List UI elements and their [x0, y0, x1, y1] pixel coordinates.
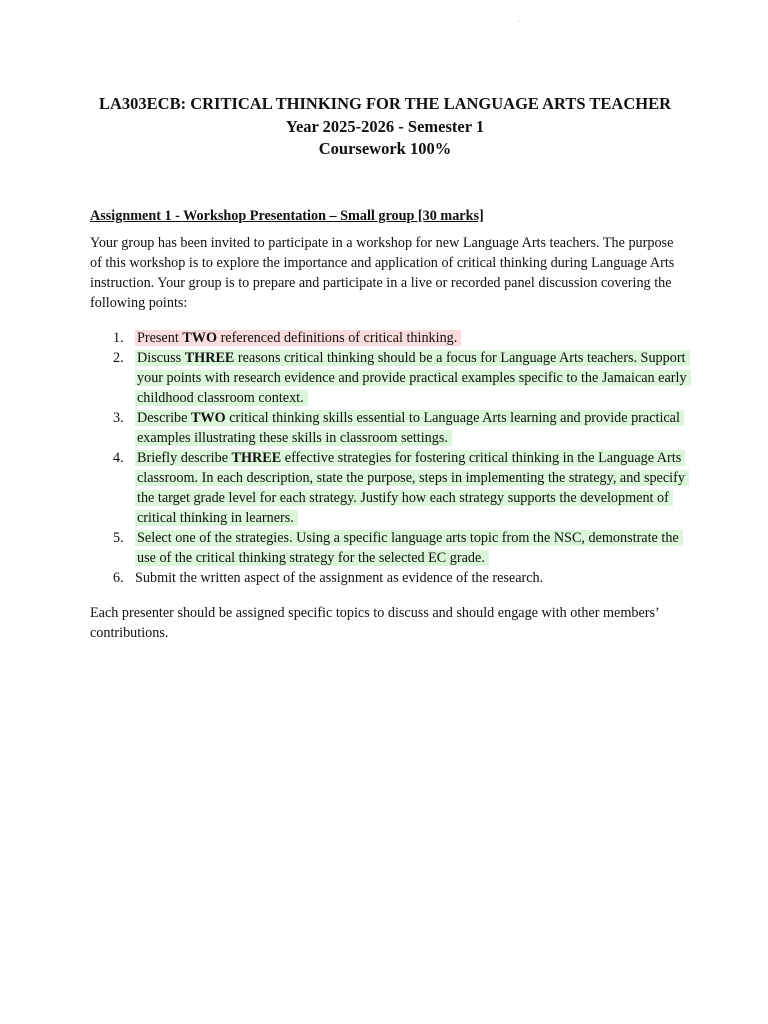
task-number: 4. — [113, 450, 124, 466]
task-item-2 — [90, 348, 690, 408]
task-number: 3. — [113, 410, 124, 426]
task-text — [135, 530, 683, 566]
assignment-heading: Assignment 1 - Workshop Presentation – Small group [30 marks] — [90, 208, 484, 224]
task-item-5 — [90, 528, 690, 568]
task-text-after: critical thinking skills essential to Language Arts learning and provide practical examples illustrating these skills in classroom settings. — [137, 410, 680, 446]
task-item-6 — [90, 568, 690, 588]
task-number: 1. — [113, 330, 124, 346]
task-text — [135, 450, 689, 526]
course-title: LA303ECB: CRITICAL THINKING FOR THE LANGUAGE ARTS TEACHER — [99, 94, 671, 113]
document-title — [90, 93, 680, 161]
task-text — [135, 570, 543, 586]
task-text-before: Select one of the strategies. Using a specific language arts topic from the NSC, demonstrate the use of the critical thinking strategy for the selected EC grade. — [137, 530, 679, 566]
task-item-1 — [90, 328, 690, 348]
task-number: 6. — [113, 570, 124, 586]
task-item-4 — [90, 448, 690, 528]
task-item-3 — [90, 408, 690, 448]
intro-paragraph: Your group has been invited to participate in a workshop for new Language Arts teachers. The purpose of this workshop is to explore the importance and application of critical thinking during Language Arts instruction. Your group is to prepare and participate in a live or recorded panel discussion covering the following points: — [90, 235, 675, 311]
task-text — [135, 410, 684, 446]
task-text-after: referenced definitions of critical thinking. — [217, 330, 458, 346]
task-number: 5. — [113, 530, 124, 546]
task-list — [90, 328, 690, 588]
task-text-bold: THREE — [184, 350, 235, 366]
task-text-before: Discuss — [137, 350, 185, 366]
task-text-bold: TWO — [182, 330, 218, 346]
task-number: 2. — [113, 350, 124, 366]
academic-year: Year 2025-2026 - Semester 1 — [285, 116, 485, 136]
task-text-before: Briefly describe — [137, 450, 232, 466]
task-text-before: Submit the written aspect of the assignment as evidence of the research. — [135, 570, 544, 586]
task-text-before: Present — [137, 330, 183, 346]
coursework-weight: Coursework 100% — [318, 139, 452, 158]
task-text — [135, 330, 461, 346]
scan-speck — [518, 20, 521, 22]
closing-paragraph: Each presenter should be assigned specific topics to discuss and should engage with other members’ contributions. — [90, 605, 659, 641]
task-text-after: reasons critical thinking should be a focus for Language Arts teachers. Support your points with research evidence and provide practical examples specific to the Jamaican early childhood classroom context. — [137, 350, 687, 406]
task-text-bold: TWO — [190, 410, 226, 426]
task-text-bold: THREE — [231, 450, 282, 466]
task-text — [135, 350, 691, 406]
task-text-before: Describe — [137, 410, 191, 426]
task-text-after: effective strategies for fostering critical thinking in the Language Arts classroom. In each description, state the purpose, steps in implementing the strategy, and specify the target grade level for each strategy. Justify how each strategy supports the development of critical thinking in learners. — [137, 450, 685, 526]
